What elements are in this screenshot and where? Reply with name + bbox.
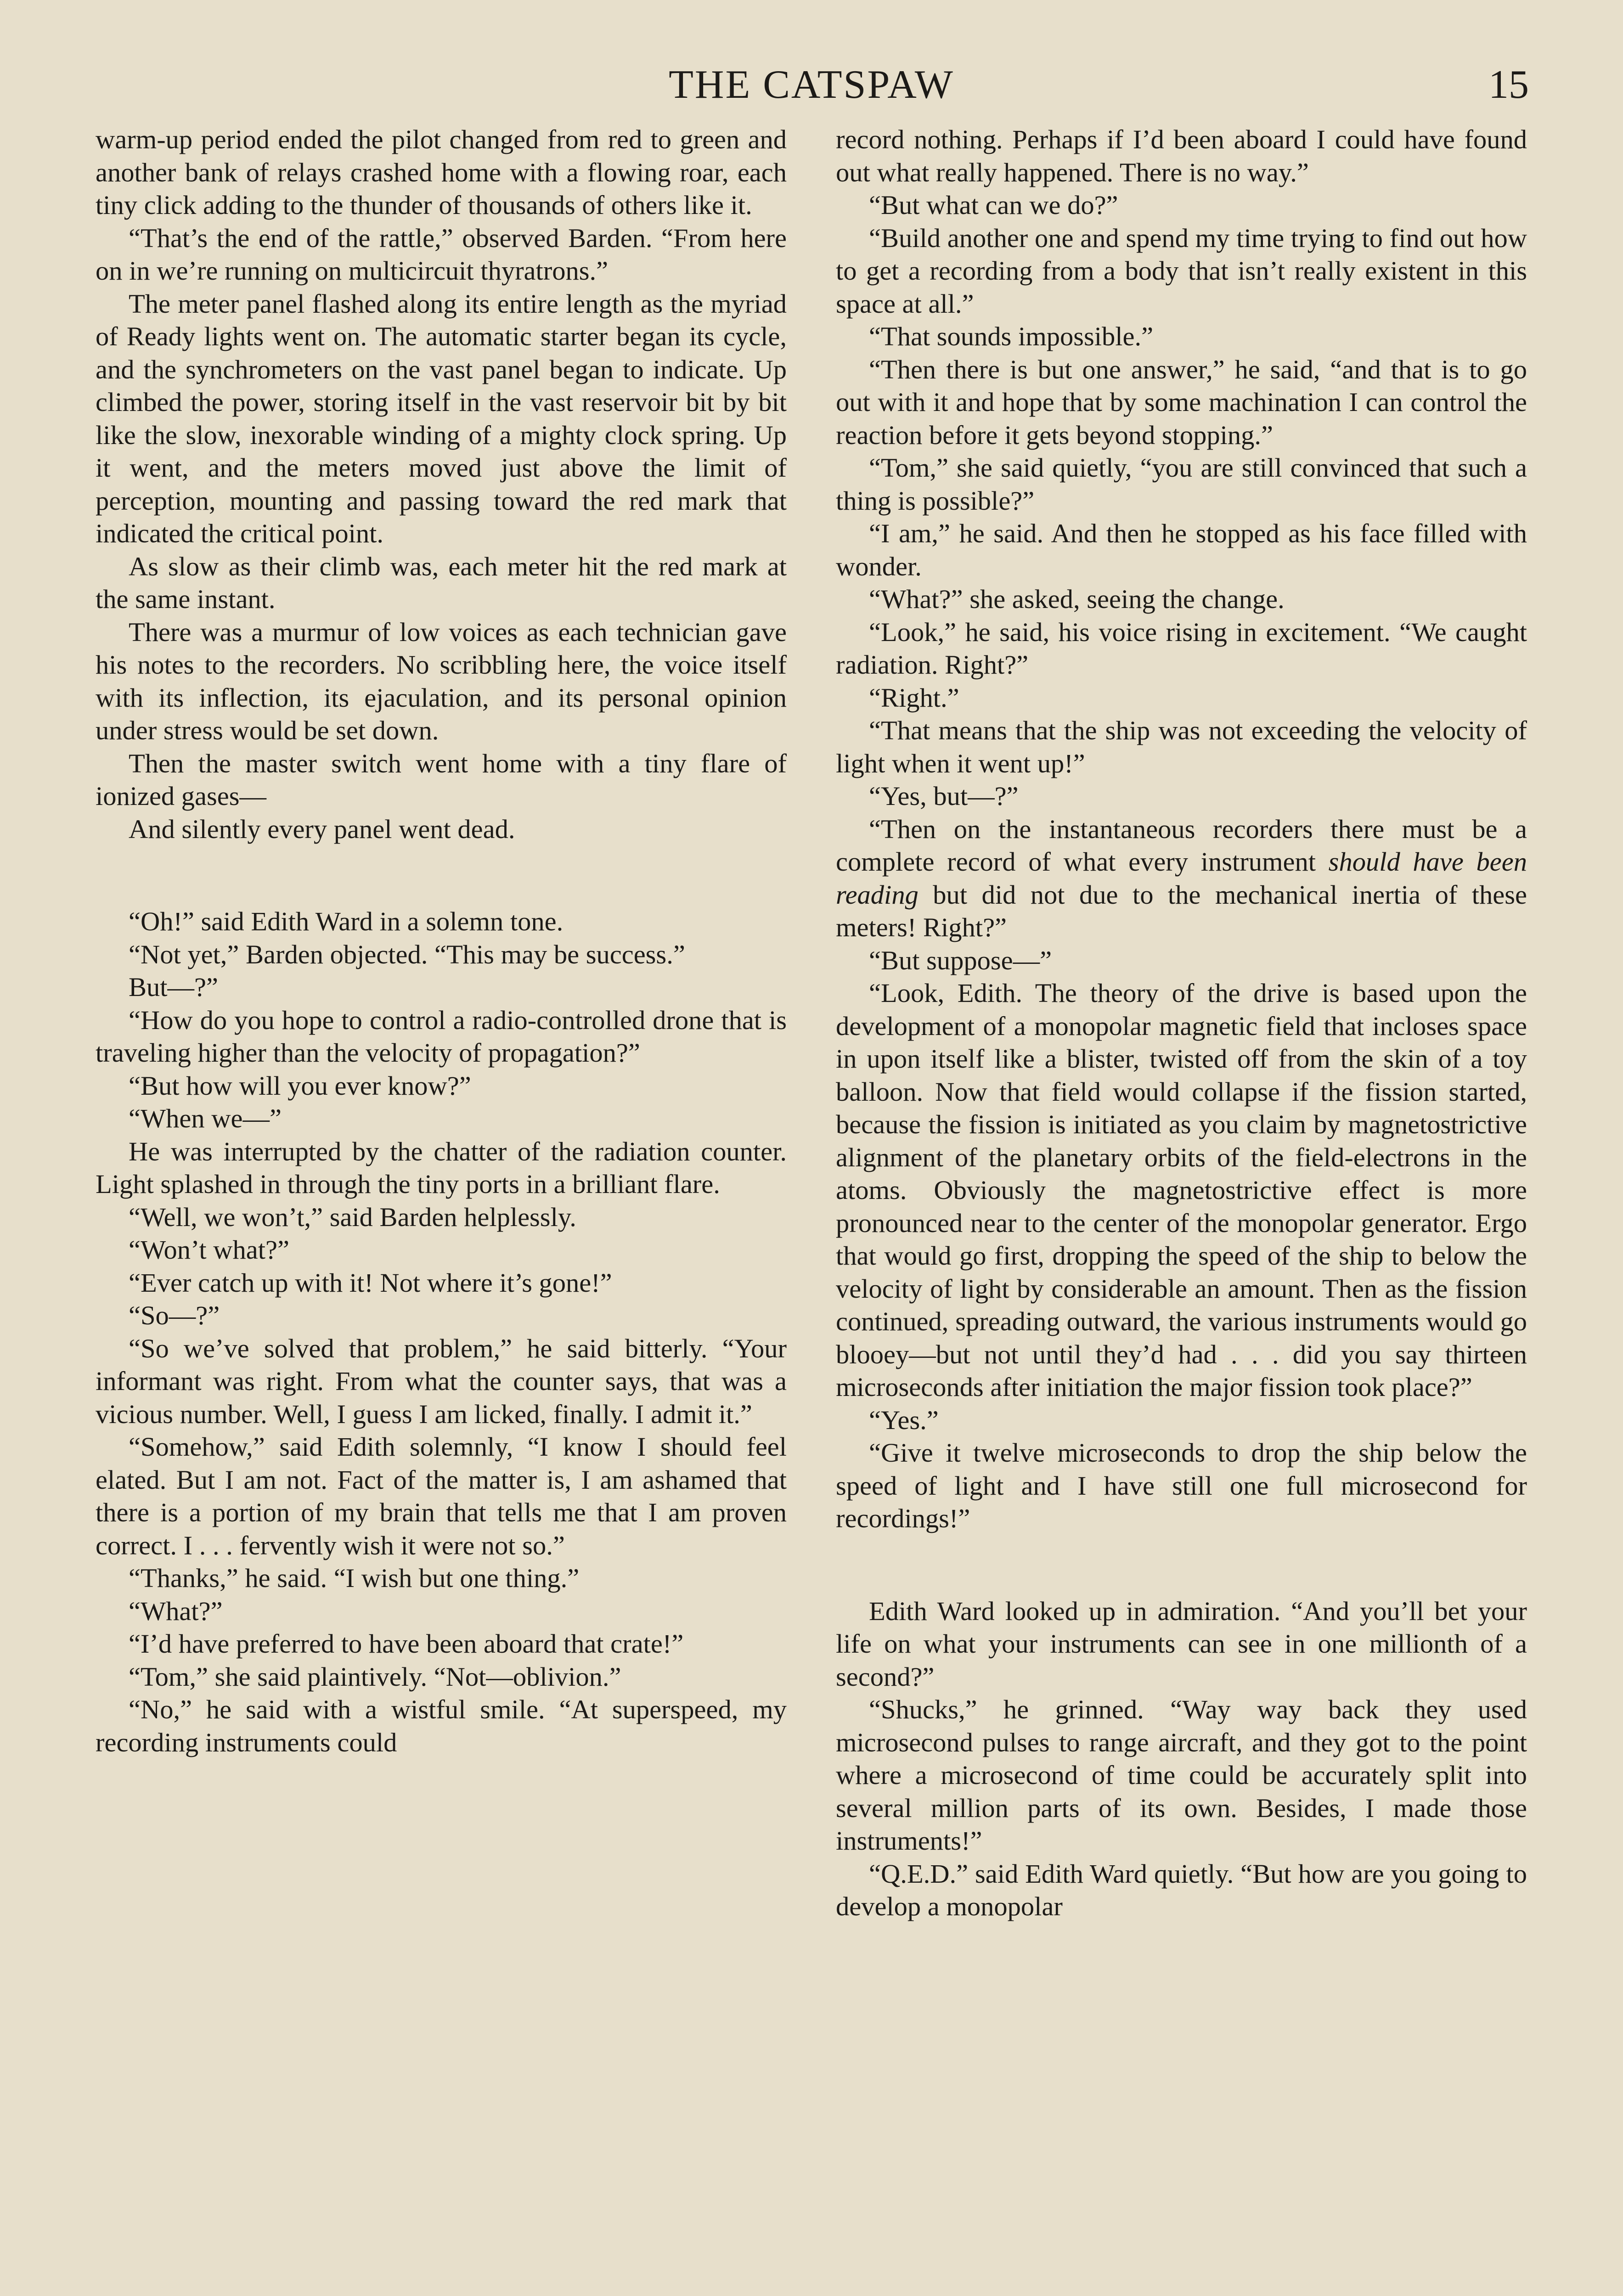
- paragraph: “Right.”: [869, 682, 959, 713]
- paragraph: “So we’ve solved that problem,” he said bitterly. “Your informant was right. From what the counter says, that was a vicious number. Well, I guess I am licked, finally. I admit it.”: [96, 1333, 787, 1429]
- paragraph: “Oh!” said Edith Ward in a solemn tone.: [129, 906, 564, 936]
- paragraph: “Thanks,” he said. “I wish but one thing.”: [129, 1563, 580, 1593]
- paragraph: He was interrupted by the chatter of the radiation counter. Light splashed in through the tiny ports in a brilliant flare.: [96, 1136, 787, 1199]
- left-column: [96, 123, 787, 1759]
- paragraph: “Look, Edith. The theory of the drive is based upon the development of a monopolar magnetic field that incloses space in upon itself like a blister, twisted off from the skin of a toy balloon. Now that field would collapse if the fission started, because the fission is initiated as you claim by magnetostrictive alignment of the planetary orbits of the field-electrons in the atoms. Obviously the magnetostrictive effect is more pronounced near to the center of the monopolar generator. Ergo that would go first, dropping the speed of the ship to below the velocity of light by considerable an amount. Then as the fission continued, spreading outward, the various instruments would go blooey—but not until they’d had . . . did you say thirteen microseconds after initiation the major fission took place?”: [836, 978, 1527, 1402]
- paragraph: “That’s the end of the rattle,” observed Barden. “From here on in we’re running on multicircuit thyratrons.”: [96, 223, 787, 286]
- paragraph: Edith Ward looked up in admiration. “And you’ll bet your life on what your instruments can see in one millionth of a second?”: [836, 1596, 1527, 1692]
- paragraph: “That means that the ship was not exceeding the velocity of light when it went up!”: [836, 715, 1527, 778]
- paragraph: “Not yet,” Barden objected. “This may be success.”: [129, 939, 685, 969]
- paragraph: As slow as their climb was, each meter hit the red mark at the same instant.: [96, 551, 787, 614]
- paragraph: “But suppose—”: [869, 945, 1052, 975]
- paragraph: “But what can we do?”: [869, 190, 1118, 220]
- paragraph: “How do you hope to control a radio-controlled drone that is traveling higher than the velocity of propagation?”: [96, 1005, 787, 1068]
- paragraph: The meter panel flashed along its entire length as the myriad of Ready lights went on. The automatic starter began its cycle, and the synchrometers on the vast panel began to indicate. Up climbed the power, storing itself in the vast reservoir bit by bit like the slow, inexorable winding of a mighty clock spring. Up it went, and the meters moved just above the limit of perception, mounting and passing toward the red mark that indicated the critical point.: [96, 288, 787, 548]
- paragraph: “I’d have preferred to have been aboard that crate!”: [129, 1629, 684, 1659]
- paragraph: “Look,” he said, his voice rising in excitement. “We caught radiation. Right?”: [836, 617, 1527, 680]
- paragraph: But—?”: [129, 972, 218, 1002]
- paragraph: “Yes, but—?”: [869, 781, 1019, 811]
- paragraph: “But how will you ever know?”: [129, 1070, 471, 1101]
- page-number: 15: [1488, 62, 1529, 107]
- paragraph-with-italic: [836, 813, 1527, 944]
- text-run: but did not due to the mechanical inertia of these meters! Right?”: [836, 879, 1527, 942]
- paragraph: “Yes.”: [869, 1405, 939, 1435]
- paragraph: “What?” she asked, seeing the change.: [869, 584, 1285, 614]
- paragraph: “Give it twelve microseconds to drop the ship below the speed of light and I have still one full microsecond for recordings!”: [836, 1438, 1527, 1533]
- paragraph: “Tom,” she said plaintively. “Not—oblivion.”: [129, 1661, 621, 1692]
- italic-phrase: should have been reading: [836, 847, 1527, 910]
- paragraph: Then the master switch went home with a tiny flare of ionized gases—: [96, 748, 787, 811]
- running-title: THE CATSPAW: [669, 62, 954, 107]
- paragraph: “Well, we won’t,” said Barden helplessly.: [129, 1202, 576, 1232]
- paragraph: “So—?”: [129, 1300, 220, 1330]
- paragraph: warm-up period ended the pilot changed from red to green and another bank of relays crashed home with a flowing roar, each tiny click adding to the thunder of thousands of others like it.: [96, 124, 787, 220]
- paragraph: “Ever catch up with it! Not where it’s gone!”: [129, 1267, 612, 1298]
- right-column: [836, 123, 1527, 1923]
- paragraph: “No,” he said with a wistful smile. “At superspeed, my recording instruments could: [96, 1694, 787, 1757]
- paragraph: “That sounds impossible.”: [869, 321, 1154, 351]
- paragraph: “Build another one and spend my time trying to find out how to get a recording from a body that isn’t really existent in this space at all.”: [836, 223, 1527, 319]
- paragraph: “What?”: [129, 1596, 223, 1626]
- paragraph: There was a murmur of low voices as each technician gave his notes to the recorders. No scribbling here, the voice itself with its inflection, its ejaculation, and its personal opinion under stress would be set down.: [96, 617, 787, 745]
- paragraph: “Somehow,” said Edith solemnly, “I know I should feel elated. But I am not. Fact of the matter is, I am ashamed that there is a portion of my brain that tells me that I am proven correct. I . . . fervently wish it were not so.”: [96, 1432, 787, 1560]
- paragraph: “Won’t what?”: [129, 1235, 289, 1265]
- page-header: [0, 60, 1623, 110]
- paragraph: “Shucks,” he grinned. “Way way back they used microsecond pulses to range aircraft, and they got to the point where a microsecond of time could be accurately split into several million parts of its own. Besides, I made those instruments!”: [836, 1694, 1527, 1856]
- text-run: “Then on the instantaneous recorders there must be a complete record of what every instrument: [836, 814, 1527, 877]
- paragraph: record nothing. Perhaps if I’d been aboard I could have found out what really happened. There is no way.”: [836, 124, 1527, 187]
- paragraph: “When we—”: [129, 1103, 282, 1133]
- paragraph: “I am,” he said. And then he stopped as his face filled with wonder.: [836, 518, 1527, 581]
- paragraph: “Q.E.D.” said Edith Ward quietly. “But how are you going to develop a monopolar: [836, 1858, 1527, 1921]
- paragraph: “Then there is but one answer,” he said, “and that is to go out with it and hope that by some machination I can control the reaction before it gets beyond stopping.”: [836, 354, 1527, 450]
- paragraph: “Tom,” she said quietly, “you are still convinced that such a thing is possible?”: [836, 453, 1527, 516]
- paragraph: And silently every panel went dead.: [129, 814, 515, 844]
